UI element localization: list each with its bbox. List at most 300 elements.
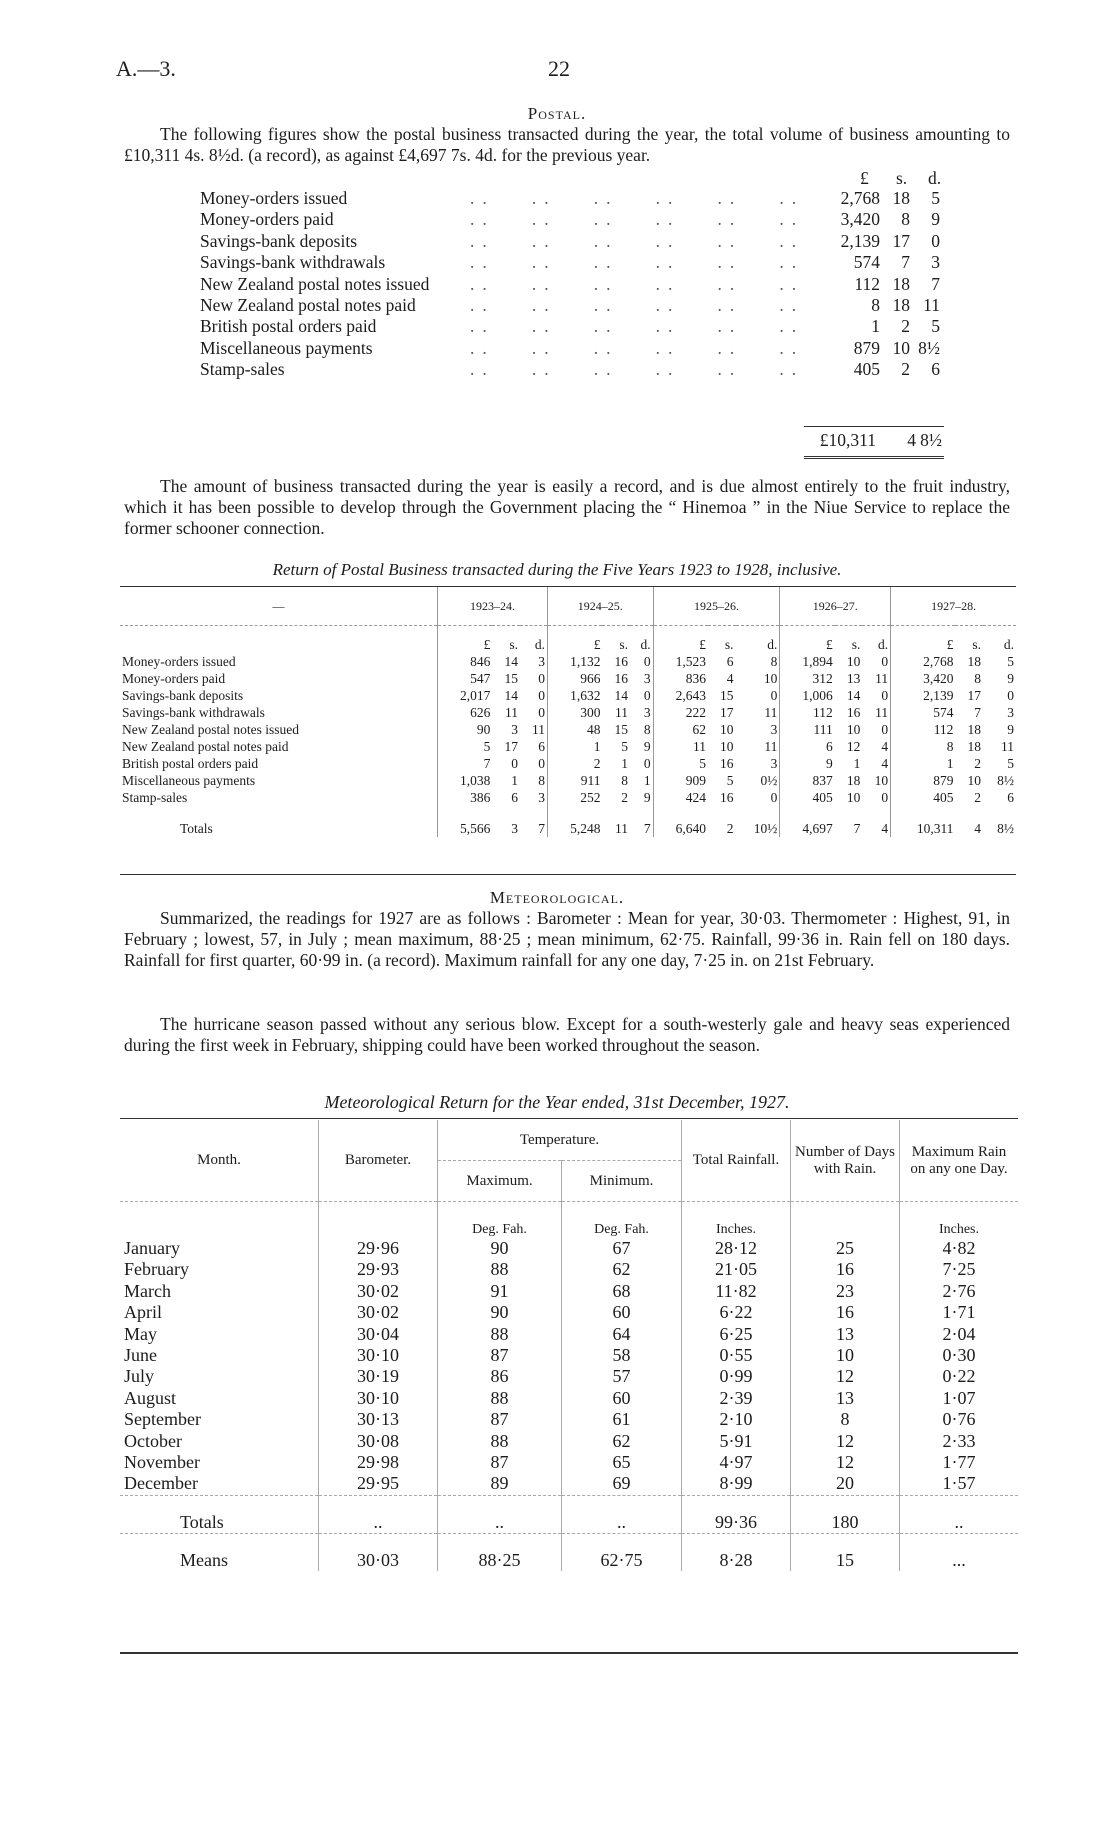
max-rain-cell: 1·07 xyxy=(900,1388,1019,1409)
money-cell: 909 xyxy=(653,772,708,789)
max-rain-cell: 1·71 xyxy=(900,1302,1019,1323)
summary-label: Miscellaneous payments xyxy=(200,337,373,358)
month-row xyxy=(120,1452,1018,1473)
min-temp-cell: 60 xyxy=(562,1388,682,1409)
min-temp-cell: 68 xyxy=(562,1281,682,1302)
met-totals-row xyxy=(120,1495,1018,1533)
barometer-cell: 30·02 xyxy=(319,1302,438,1323)
money-cell: 18 xyxy=(967,654,981,669)
money-cell: 0 xyxy=(538,756,546,771)
money-cell: 11 xyxy=(504,705,518,720)
row-label: Money-orders paid xyxy=(122,671,226,686)
summary-pounds: 3,420 xyxy=(840,209,880,230)
year-header: 1926–27. xyxy=(780,587,891,626)
money-cell: 16 xyxy=(614,671,629,686)
unit-spacer xyxy=(120,626,438,654)
max-rain-cell: .. xyxy=(900,1495,1019,1533)
money-cell: 15 xyxy=(720,688,734,703)
summary-pence: 9 xyxy=(931,209,940,230)
meteorological-paragraph-1: Summarized, the readings for 1927 are as follows : Barometer : Mean for year, 30·03. Thermometer : Highest, 91, in February ; lowest, 57, in July ; mean maximum, 88·25 ; mean minimum, 62·75. Rainfall, 99·36 in. Rain fell on 180 days. Rainfall for first quarter, 60·99 in. (a record). Maximum rainfall for any one day, 7·25 in. on 21st February. xyxy=(124,908,1010,970)
money-cell: 574 xyxy=(891,704,956,721)
money-cell: 222 xyxy=(653,704,708,721)
min-temp-cell: 62 xyxy=(562,1431,682,1452)
unit-cell: £ xyxy=(653,626,708,654)
summary-shillings: 18 xyxy=(892,188,910,208)
money-cell: 2 xyxy=(974,756,981,771)
met-bottom-rule xyxy=(120,1652,1018,1654)
month-name: September xyxy=(124,1409,201,1430)
currency-s-header: s. xyxy=(896,168,908,188)
money-cell: 12 xyxy=(846,739,861,754)
row-label: Money-orders issued xyxy=(122,654,236,669)
money-cell: 3,420 xyxy=(891,670,956,687)
barometer-cell: 30·13 xyxy=(319,1409,438,1430)
unit-cell: d. xyxy=(1003,637,1014,652)
money-cell: 2,017 xyxy=(438,687,493,704)
total-cell: 2 xyxy=(726,821,734,836)
summary-pence: 11 xyxy=(923,294,940,315)
leader-dots: .. .. .. .. .. .. xyxy=(470,209,805,230)
meteorological-table xyxy=(120,1120,1018,1571)
money-cell: 846 xyxy=(438,653,493,670)
report-code: A.—3. xyxy=(116,56,176,81)
money-cell: 111 xyxy=(780,721,835,738)
month-name: February xyxy=(124,1259,189,1280)
rain-days-cell: 12 xyxy=(791,1431,900,1452)
row-label: British postal orders paid xyxy=(122,756,259,771)
unit-cell: £ xyxy=(548,626,603,654)
met-top-rule xyxy=(120,1118,1018,1119)
month-header: Month. xyxy=(197,1152,241,1168)
money-cell: 11 xyxy=(615,705,629,720)
money-cell: 300 xyxy=(548,704,603,721)
total-cell: 11 xyxy=(615,821,629,836)
money-cell: 16 xyxy=(614,654,629,669)
minimum-header: Minimum. xyxy=(562,1161,682,1202)
barometer-cell: 30·10 xyxy=(319,1345,438,1366)
rain-days-header: Number of Days with Rain. xyxy=(791,1120,900,1202)
five-year-row xyxy=(120,721,1016,738)
money-cell: 14 xyxy=(504,688,518,703)
summary-shillings: 10 xyxy=(892,337,910,358)
min-temp-cell: 60 xyxy=(562,1302,682,1323)
money-cell: 386 xyxy=(438,789,493,806)
barometer-cell: 29·95 xyxy=(319,1473,438,1495)
summary-pounds: 112 xyxy=(854,273,880,294)
money-cell: 3 xyxy=(643,705,651,720)
summary-shillings: 7 xyxy=(901,252,910,273)
money-cell: 6 xyxy=(511,790,518,805)
money-cell: 10 xyxy=(720,739,734,754)
money-cell: 9 xyxy=(1007,671,1014,686)
money-cell: 16 xyxy=(720,756,734,771)
summary-label: Money-orders issued xyxy=(200,188,348,208)
money-cell: 1 xyxy=(511,773,518,788)
money-cell: 1 xyxy=(643,773,651,788)
money-cell: 16 xyxy=(720,790,734,805)
barometer-cell: 30·19 xyxy=(319,1366,438,1387)
month-row xyxy=(120,1473,1018,1495)
rainfall-cell: 11·82 xyxy=(682,1281,791,1302)
money-cell: 11 xyxy=(653,738,708,755)
money-cell: 0 xyxy=(643,756,651,771)
five-year-row xyxy=(120,738,1016,755)
summary-pence: 5 xyxy=(931,316,940,337)
money-cell: 10 xyxy=(846,790,861,805)
unit-cell: s. xyxy=(972,637,981,652)
row-label: Savings-bank withdrawals xyxy=(122,705,265,720)
money-cell: 16 xyxy=(846,705,861,720)
rainfall-cell: 4·97 xyxy=(682,1452,791,1473)
max-rain-cell: 0·30 xyxy=(900,1345,1019,1366)
leader-dots: .. .. .. .. .. .. xyxy=(470,188,805,208)
money-cell: 1,632 xyxy=(548,687,603,704)
barometer-cell: .. xyxy=(319,1495,438,1533)
rainfall-cell: 6·25 xyxy=(682,1324,791,1345)
money-cell: 424 xyxy=(653,789,708,806)
money-cell: 11 xyxy=(764,739,778,754)
summary-pounds: 8 xyxy=(871,294,880,315)
money-cell: 112 xyxy=(891,721,956,738)
summary-label: Savings-bank withdrawals xyxy=(200,252,386,273)
money-cell: 6 xyxy=(780,738,835,755)
money-cell: 9 xyxy=(1007,722,1014,737)
month-name: October xyxy=(124,1430,182,1451)
total-cell: 10,311 xyxy=(891,806,956,837)
five-year-row xyxy=(120,789,1016,806)
barometer-cell: 30·04 xyxy=(319,1324,438,1345)
money-cell: 0 xyxy=(538,688,546,703)
total-cell: 3 xyxy=(511,821,518,836)
max-rain-cell: 0·22 xyxy=(900,1366,1019,1387)
total-cell: 4,697 xyxy=(780,806,835,837)
money-cell: 0 xyxy=(881,722,889,737)
money-cell: 11 xyxy=(875,705,889,720)
money-cell: 3 xyxy=(538,790,546,805)
total-rule-top xyxy=(804,426,944,427)
money-cell: 5 xyxy=(1007,654,1014,669)
money-cell: 8 xyxy=(770,654,778,669)
money-cell: 10 xyxy=(874,773,889,788)
summary-pounds: 2,768 xyxy=(840,188,880,208)
rain-days-cell: 16 xyxy=(791,1259,900,1280)
rain-days-cell: 8 xyxy=(791,1409,900,1430)
max-rain-cell: 1·57 xyxy=(900,1473,1019,1495)
money-cell: 17 xyxy=(967,688,981,703)
meteorological-title: Meteorological. xyxy=(489,888,625,907)
money-cell: 1,523 xyxy=(653,653,708,670)
summary-pounds: 1 xyxy=(871,316,880,337)
money-cell: 3 xyxy=(1007,705,1014,720)
money-cell: 14 xyxy=(614,688,629,703)
money-cell: 9 xyxy=(643,790,651,805)
min-temp-cell: 67 xyxy=(562,1238,682,1259)
postal-summary-list xyxy=(200,188,940,381)
max-temp-cell: 89 xyxy=(438,1473,562,1495)
rainfall-cell: 99·36 xyxy=(682,1495,791,1533)
unit-cell: £ xyxy=(780,626,835,654)
month-name: August xyxy=(124,1387,177,1408)
money-cell: 6 xyxy=(1007,790,1014,805)
money-cell: 11 xyxy=(764,705,778,720)
unit-cell: d. xyxy=(534,637,546,652)
max-rain-header: Maximum Rain on any one Day. xyxy=(900,1120,1019,1202)
summary-label: New Zealand postal notes paid xyxy=(200,294,416,315)
money-cell: 9 xyxy=(780,755,835,772)
total-pence: 8½ xyxy=(920,430,942,450)
money-cell: 837 xyxy=(780,772,835,789)
money-cell: 18 xyxy=(967,722,981,737)
rainfall-cell: 0·99 xyxy=(682,1366,791,1387)
money-cell: 5 xyxy=(726,773,734,788)
leader-dots: .. .. .. .. .. .. xyxy=(470,252,805,273)
money-cell: 90 xyxy=(438,721,493,738)
postal-title: Postal. xyxy=(527,104,587,123)
money-cell: 0½ xyxy=(760,773,778,788)
month-row xyxy=(120,1302,1018,1323)
money-cell: 11 xyxy=(1001,739,1014,754)
money-cell: 10 xyxy=(846,722,861,737)
money-cell: 8 xyxy=(891,738,956,755)
rain-days-cell: 25 xyxy=(791,1238,900,1259)
summary-pounds: 2,139 xyxy=(840,230,880,251)
money-cell: 5 xyxy=(438,738,493,755)
leader-dots: .. .. .. .. .. .. xyxy=(470,316,805,337)
total-cell: 4 xyxy=(974,821,981,836)
units-spacer xyxy=(120,1202,319,1239)
max-temp-cell: 87 xyxy=(438,1452,562,1473)
money-cell: 6 xyxy=(726,654,734,669)
money-cell: 13 xyxy=(846,671,861,686)
summary-row xyxy=(200,252,940,273)
money-cell: 3 xyxy=(511,722,518,737)
month-row xyxy=(120,1409,1018,1430)
five-year-row xyxy=(120,704,1016,721)
money-cell: 62 xyxy=(653,721,708,738)
total-cell: 4 xyxy=(881,821,889,836)
month-name: March xyxy=(124,1280,171,1301)
page-number: 22 xyxy=(548,56,570,81)
money-cell: 10 xyxy=(967,773,981,788)
year-header: 1925–26. xyxy=(653,587,780,626)
money-cell: 7 xyxy=(974,705,981,720)
min-unit: Deg. Fah. xyxy=(562,1202,682,1239)
money-cell: 15 xyxy=(614,722,629,737)
money-cell: 0 xyxy=(643,688,651,703)
max-rain-cell: 0·76 xyxy=(900,1409,1019,1430)
total-cell: 10½ xyxy=(753,821,778,836)
min-temp-cell: 62 xyxy=(562,1259,682,1280)
money-cell: 8 xyxy=(538,773,546,788)
rainfall-cell: 8·28 xyxy=(682,1533,791,1571)
leader-dots: .. .. .. .. .. .. xyxy=(470,230,805,251)
summary-shillings: 18 xyxy=(892,273,910,294)
totals-label: Totals xyxy=(180,821,213,836)
rain-days-cell: 23 xyxy=(791,1281,900,1302)
summary-row xyxy=(200,295,940,316)
row-label: Stamp-sales xyxy=(122,790,188,805)
barometer-cell: 30·10 xyxy=(319,1388,438,1409)
money-cell: 3 xyxy=(643,671,651,686)
min-temp-cell: 69 xyxy=(562,1473,682,1495)
barometer-cell: 29·93 xyxy=(319,1259,438,1280)
summary-label: Money-orders paid xyxy=(200,209,334,230)
rainfall-cell: 2·39 xyxy=(682,1388,791,1409)
money-cell: 10 xyxy=(763,671,778,686)
money-cell: 1,132 xyxy=(548,653,603,670)
maximum-header: Maximum. xyxy=(438,1161,562,1202)
money-cell: 911 xyxy=(548,772,603,789)
year-header: 1924–25. xyxy=(548,587,654,626)
money-cell: 8½ xyxy=(997,773,1014,788)
money-cell: 15 xyxy=(504,671,518,686)
money-cell: 14 xyxy=(504,654,518,669)
five-year-caption: Return of Postal Business transacted during the Five Years 1923 to 1928, inclusive. xyxy=(272,560,842,579)
money-cell: 0 xyxy=(881,790,889,805)
summary-row xyxy=(200,359,940,380)
max-temp-cell: 86 xyxy=(438,1366,562,1387)
money-cell: 2,643 xyxy=(653,687,708,704)
money-cell: 252 xyxy=(548,789,603,806)
month-row xyxy=(120,1431,1018,1452)
unit-cell: £ xyxy=(438,626,493,654)
month-name: November xyxy=(124,1452,200,1473)
units-spacer xyxy=(319,1202,438,1239)
rainfall-cell: 8·99 xyxy=(682,1473,791,1495)
rain-days-cell: 15 xyxy=(791,1533,900,1571)
temperature-header: Temperature. xyxy=(438,1120,682,1161)
five-year-header-row xyxy=(120,587,1016,626)
money-cell: 17 xyxy=(720,705,734,720)
max-temp-cell: 88 xyxy=(438,1259,562,1280)
money-cell: 0 xyxy=(511,756,518,771)
total-cell: 7 xyxy=(643,821,651,836)
summary-shillings: 18 xyxy=(892,294,910,315)
min-temp-cell: 58 xyxy=(562,1345,682,1366)
barometer-cell: 29·98 xyxy=(319,1452,438,1473)
max-unit: Deg. Fah. xyxy=(438,1202,562,1239)
units-spacer xyxy=(791,1202,900,1239)
money-cell: 8 xyxy=(643,722,651,737)
unit-cell: s. xyxy=(724,637,734,652)
money-cell: 8 xyxy=(621,773,629,788)
money-cell: 7 xyxy=(438,755,493,772)
min-temp-cell: 65 xyxy=(562,1452,682,1473)
min-temp-cell: 57 xyxy=(562,1366,682,1387)
month-name: June xyxy=(124,1345,157,1366)
max-temp-cell: 90 xyxy=(438,1302,562,1323)
meteorological-paragraph-2: The hurricane season passed without any serious blow. Except for a south-westerly gale and heavy seas experienced during the first week in February, shipping could have been worked throughout the season. xyxy=(124,1014,1010,1055)
month-name: May xyxy=(124,1323,157,1344)
money-cell: 10 xyxy=(720,722,734,737)
money-cell: 0 xyxy=(643,654,651,669)
row-label: Savings-bank deposits xyxy=(122,688,244,703)
leader-dots: .. .. .. .. .. .. xyxy=(470,294,805,315)
max-temp-cell: 88·25 xyxy=(438,1533,562,1571)
total-cell: 5,248 xyxy=(548,806,603,837)
rain-days-cell: 180 xyxy=(791,1495,900,1533)
year-header: 1927–28. xyxy=(891,587,1016,626)
money-cell: 10 xyxy=(846,654,861,669)
five-year-table xyxy=(120,587,1016,837)
five-year-unit-row xyxy=(120,626,1016,654)
money-cell: 2 xyxy=(548,755,603,772)
five-year-row xyxy=(120,755,1016,772)
money-cell: 11 xyxy=(532,722,546,737)
month-row xyxy=(120,1388,1018,1409)
barometer-header: Barometer. xyxy=(319,1120,438,1202)
money-cell: 0 xyxy=(770,790,778,805)
money-cell: 0 xyxy=(770,688,778,703)
month-row xyxy=(120,1281,1018,1302)
summary-label: New Zealand postal notes issued xyxy=(200,273,430,294)
five-year-corner: — xyxy=(120,587,438,626)
total-rule-bottom xyxy=(804,456,944,459)
max-temp-cell: 88 xyxy=(438,1324,562,1345)
money-cell: 8 xyxy=(974,671,981,686)
total-cell: 7 xyxy=(853,821,861,836)
met-units-row xyxy=(120,1202,1018,1239)
rain-days-cell: 12 xyxy=(791,1366,900,1387)
money-cell: 18 xyxy=(846,773,861,788)
total-pounds: £10,311 xyxy=(819,430,876,450)
summary-pounds: 879 xyxy=(853,337,880,358)
rainfall-header: Total Rainfall. xyxy=(682,1120,791,1202)
min-temp-cell: 62·75 xyxy=(562,1533,682,1571)
max-temp-cell: 88 xyxy=(438,1431,562,1452)
unit-cell: s. xyxy=(851,637,861,652)
rain-days-cell: 13 xyxy=(791,1388,900,1409)
unit-cell: d. xyxy=(878,637,889,652)
leader-dots: .. .. .. .. .. .. xyxy=(470,273,805,294)
summary-row xyxy=(200,274,940,295)
summary-row xyxy=(200,231,940,252)
summary-pence: 7 xyxy=(931,273,940,294)
money-cell: 0 xyxy=(538,671,546,686)
max-rain-cell: 1·77 xyxy=(900,1452,1019,1473)
money-cell: 836 xyxy=(653,670,708,687)
total-cell: 6,640 xyxy=(653,806,708,837)
month-name: July xyxy=(124,1366,155,1387)
month-row xyxy=(120,1238,1018,1259)
money-cell: 3 xyxy=(770,756,778,771)
month-row xyxy=(120,1366,1018,1387)
five-year-row xyxy=(120,670,1016,687)
money-cell: 1 xyxy=(853,756,861,771)
summary-label: British postal orders paid xyxy=(200,316,377,337)
summary-pence: 0 xyxy=(931,230,940,251)
met-means-row xyxy=(120,1533,1018,1571)
money-cell: 4 xyxy=(881,756,889,771)
currency-d-header: d. xyxy=(928,168,942,188)
money-cell: 9 xyxy=(643,739,651,754)
max-rain-cell: 2·04 xyxy=(900,1324,1019,1345)
money-cell: 405 xyxy=(780,789,835,806)
money-cell: 2 xyxy=(974,790,981,805)
year-header: 1923–24. xyxy=(438,587,548,626)
total-cell: 8½ xyxy=(997,821,1014,836)
barometer-cell: 30·02 xyxy=(319,1281,438,1302)
barometer-cell: 30·08 xyxy=(319,1431,438,1452)
money-cell: 0 xyxy=(881,688,889,703)
summary-pounds: 405 xyxy=(853,359,880,380)
money-cell: 1,006 xyxy=(780,687,835,704)
leader-dots: .. .. .. .. .. .. xyxy=(470,359,805,380)
money-cell: 2,139 xyxy=(891,687,956,704)
rain-days-cell: 16 xyxy=(791,1302,900,1323)
row-label: New Zealand postal notes issued xyxy=(122,722,299,737)
min-temp-cell: .. xyxy=(562,1495,682,1533)
